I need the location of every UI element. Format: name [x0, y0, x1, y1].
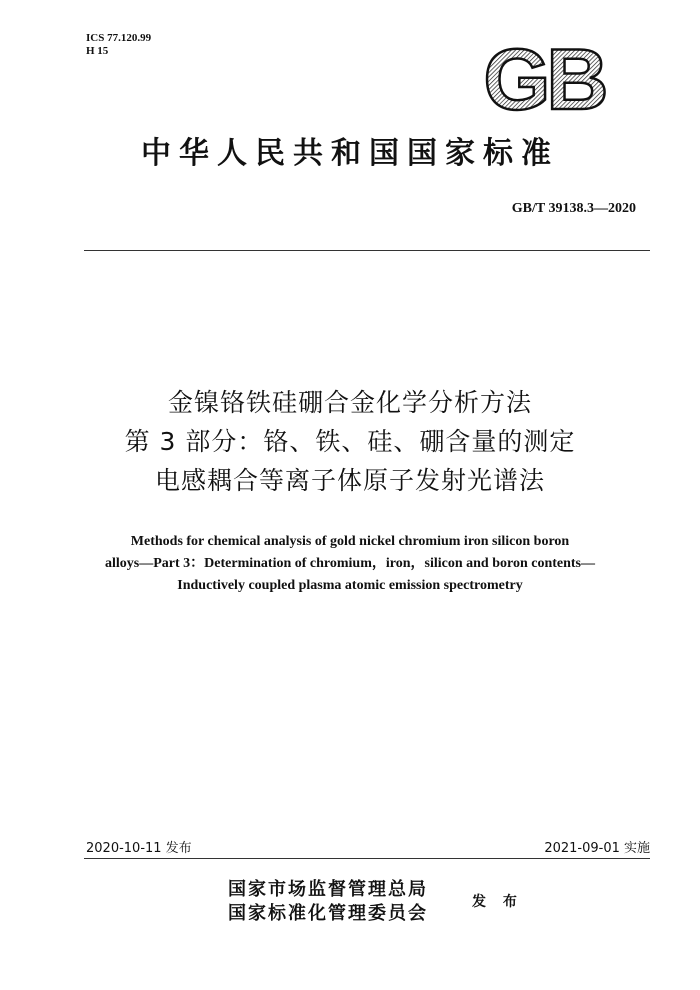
gb-logo	[474, 36, 614, 120]
chinese-title-line-3: 电感耦合等离子体原子发射光谱法	[154, 466, 545, 495]
issuing-authorities	[228, 878, 428, 926]
issuer-line-1: 国家市场监督管理总局	[228, 879, 428, 900]
standard-number: GB/T 39138.3—2020	[511, 201, 636, 216]
chinese-title	[0, 383, 700, 500]
issuer-line-2: 国家标准化管理委员会	[228, 903, 428, 924]
english-title-line-1: Methods for chemical analysis of gold nickel chromium iron silicon boron	[130, 534, 570, 549]
issue-date: 2020-10-11 发布	[86, 841, 192, 856]
ccs-code: H 15	[86, 45, 109, 57]
english-title-line-3: Inductively coupled plasma atomic emission spectrometry	[177, 578, 523, 593]
top-divider	[84, 250, 650, 251]
standard-title: 中华人民共和国国家标准	[141, 136, 559, 171]
issue-action: 发 布	[472, 894, 523, 910]
bottom-divider	[84, 858, 650, 859]
chinese-title-line-2: 第 3 部分：铬、铁、硅、硼含量的测定	[124, 427, 576, 456]
ics-code: ICS 77.120.99	[86, 32, 152, 44]
english-title	[60, 531, 640, 597]
implementation-date: 2021-09-01 实施	[544, 841, 650, 856]
chinese-title-line-1: 金镍铬铁硅硼合金化学分析方法	[167, 388, 532, 417]
english-title-line-2: alloys—Part 3：Determination of chromium，iron，silicon and boron contents—	[105, 556, 595, 571]
svg-text:GB: GB	[483, 36, 605, 120]
classification-codes	[86, 32, 151, 58]
